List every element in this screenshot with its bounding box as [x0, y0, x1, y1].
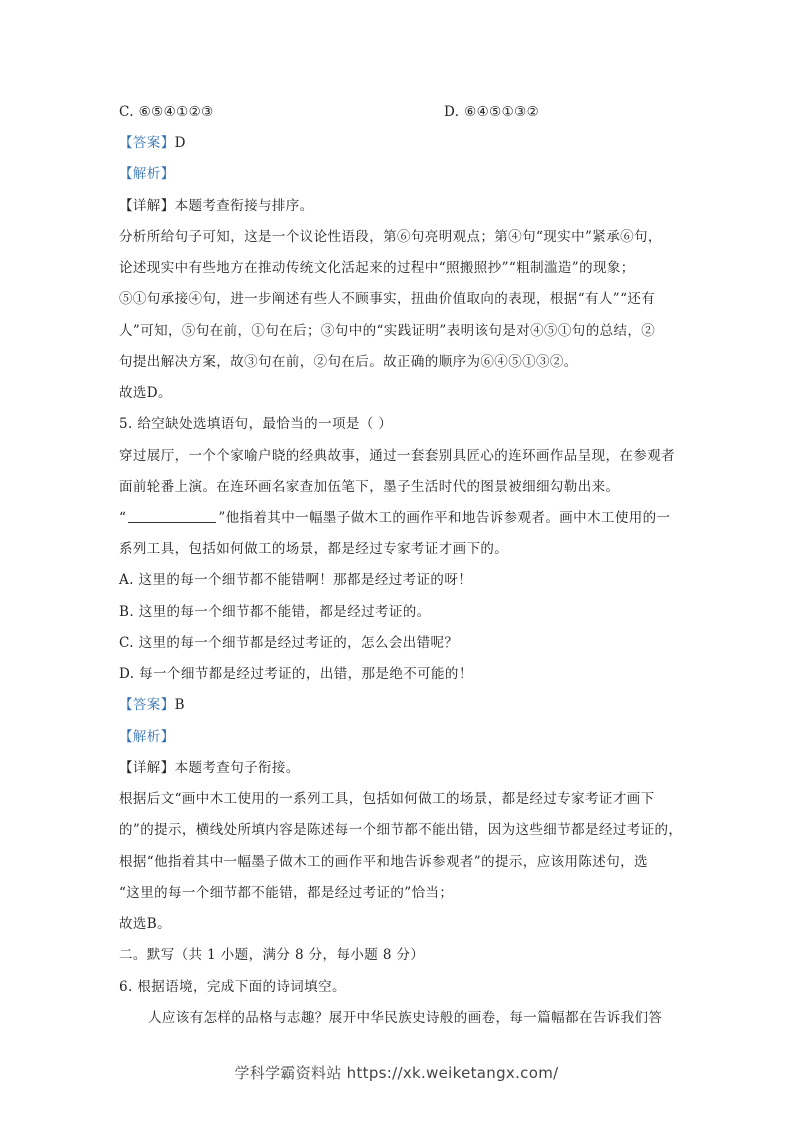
q4-explanation-line: ⑤①句承接④句，进一步阐述有些人不顾事实，扭曲价值取向的表现，根据“有人”“还有 [119, 291, 656, 307]
q6-stem: 6. 根据语境，完成下面的诗词填空。 [119, 979, 346, 995]
q4-explanation-line: 句提出解决方案，故③句在前，②句在后。故正确的顺序为⑥④⑤①③②。 [119, 354, 578, 370]
q5-conclusion: 故选B。 [119, 916, 172, 932]
answer-tag: 【答案】 [119, 135, 175, 151]
detail-tag: 【详解】 [119, 760, 175, 776]
q5-explanation-line: 根据后文“画中木工使用的一系列工具，包括如何做工的场景，都是经过专家考证才画下 [119, 791, 655, 807]
q4-explanation-line: 论述现实中有些地方在推动传统文化活起来的过程中“照搬照抄”“粗制滥造”的现象； [119, 260, 635, 276]
q5-passage-line: 穿过展厅，一个个家喻户晓的经典故事，通过一套套别具匠心的连环画作品呈现，在参观者 [119, 448, 675, 464]
q5-option-a: A. 这里的每一个细节都不能错啊！那都是经过考证的呀！ [119, 572, 473, 588]
q4-analysis-tag: 【解析】 [119, 166, 175, 182]
q5-explanation-line: “这里的每一个细节都不能错，都是经过考证的”恰当； [119, 885, 454, 901]
q5-passage-line: 面前轮番上演。在连环画名家查加伍笔下，墨子生活时代的图景被细细勾勒出来。 [119, 479, 620, 495]
q4-detail [119, 196, 314, 216]
q5-blank-line [119, 508, 670, 528]
q5-answer [119, 695, 185, 715]
q5-analysis-tag: 【解析】 [119, 729, 175, 745]
q5-explanation-line: 根据“他指着其中一幅墨子做木工的画作平和地告诉参观者”的提示，应该用陈述句，选 [119, 854, 648, 870]
q4-explanation-line: 分析所给句子可知，这是一个议论性语段，第⑥句亮明观点；第④句“现实中”紧承⑥句， [119, 229, 662, 245]
detail-text: 本题考查句子衔接。 [174, 760, 300, 776]
answer-value: B [174, 697, 185, 713]
q6-passage: 人应该有怎样的品格与志趣？展开中华民族史诗般的画卷，每一篇幅都在告诉我们答 [148, 1010, 663, 1026]
blank-suffix: ”他指着其中一幅墨子做木工的画作平和地告诉参观者。画中木工使用的一 [218, 510, 671, 526]
answer-tag: 【答案】 [119, 697, 175, 713]
q4-conclusion: 故选D。 [119, 385, 172, 401]
section-heading: 二。默写（共 1 小题，满分 8 分，每小题 8 分） [119, 947, 425, 963]
q5-passage-end: 系列工具，包括如何做工的场景，都是经过专家考证才画下的。 [119, 541, 509, 557]
footer-watermark: 学科学霸资料站 https://xk.weiketangx.com/ [234, 1064, 559, 1082]
q5-explanation-line: 的”的提示，横线处所填内容是陈述每一个细节都不能出错，因为这些细节都是经过考证的， [119, 822, 683, 838]
open-quote: “ [119, 510, 127, 526]
option-d: D. ⑥④⑤①③② [444, 104, 540, 120]
q4-explanation-line: 人”可知，⑤句在前，①句在后；③句中的“实践证明”表明该句是对④⑤①句的总结，② [119, 323, 656, 339]
detail-tag: 【详解】 [119, 198, 175, 214]
detail-text: 本题考查衔接与排序。 [174, 198, 314, 214]
q5-stem: 5. 给空缺处选填语句，最恰当的一项是（ ） [119, 416, 393, 432]
option-c: C. ⑥⑤④①②③ [119, 104, 214, 120]
q4-answer [119, 133, 186, 153]
q5-option-d: D. 每一个细节都是经过考证的，出错，那是绝不可能的！ [119, 666, 473, 682]
q5-option-b: B. 这里的每一个细节都不能错，都是经过考证的。 [119, 604, 431, 620]
q5-option-c: C. 这里的每一个细节都是经过考证的，怎么会出错呢？ [119, 635, 459, 651]
answer-value: D [174, 135, 186, 151]
fill-blank [128, 508, 216, 523]
q5-detail [119, 758, 300, 778]
